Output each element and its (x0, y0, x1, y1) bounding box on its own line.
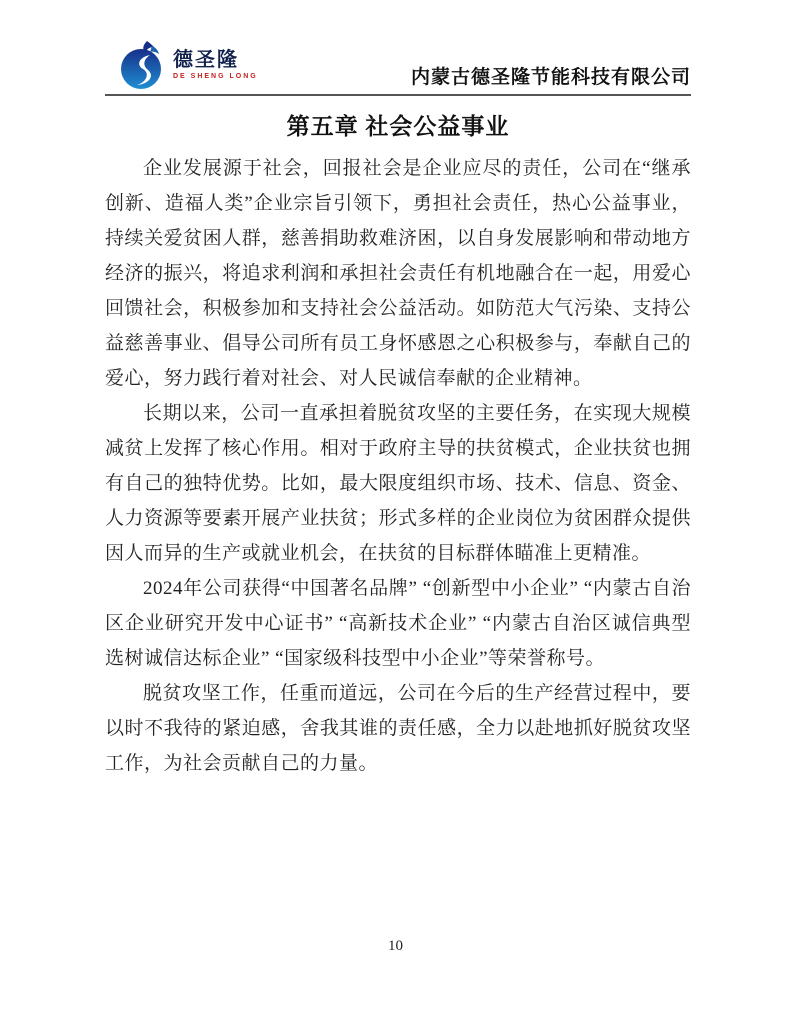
body-text (105, 151, 691, 781)
logo-name-chinese: 德圣隆 (173, 49, 239, 71)
page-header (105, 0, 691, 96)
paragraph-2: 长期以来，公司一直承担着脱贫攻坚的主要任务，在实现大规模减贫上发挥了核心作用。相对于政府主导的扶贫模式，企业扶贫也拥有自己的独特优势。比如，最大限度组织市场、技术、信息、资金、人力资源等要素开展产业扶贫；形式多样的企业岗位为贫困群众提供因人而异的生产或就业机会，在扶贫的目标群体瞄准上更精准。 (105, 403, 691, 564)
paragraph-3: 2024年公司获得“中国著名品牌” “创新型中小企业” “内蒙古自治区企业研究开发中心证书” “高新技术企业” “内蒙古自治区诚信典型选树诚信达标企业” “国家级科技型中小企业”等荣誉称号。 (105, 578, 691, 669)
company-name: 内蒙古德圣隆节能科技有限公司 (410, 67, 691, 88)
page-number: 10 (388, 938, 403, 954)
paragraph-1: 企业发展源于社会，回报社会是企业应尽的责任，公司在“继承创新、造福人类”企业宗旨引领下，勇担社会责任，热心公益事业，持续关爱贫困人群，慈善捐助救难济困，以自身发展影响和带动地方经济的振兴，将追求利润和承担社会责任有机地融合在一起，用爱心回馈社会，积极参加和支持社会公益活动。如防范大气污染、支持公益慈善事业、倡导公司所有员工身怀感恩之心积极参与，奉献自己的爱心，努力践行着对社会、对人民诚信奉献的企业精神。 (105, 158, 691, 389)
logo-name-english: DE SHENG LONG (173, 73, 258, 80)
dragon-logo-icon (117, 40, 167, 90)
logo-text (173, 50, 258, 80)
paragraph-4: 脱贫攻坚工作，任重而道远，公司在今后的生产经营过程中，要以时不我待的紧迫感，舍我其谁的责任感，全力以赴地抓好脱贫攻坚工作，为社会贡献自己的力量。 (105, 683, 691, 774)
chapter-title: 第五章 社会公益事业 (286, 114, 510, 139)
company-logo (117, 40, 258, 90)
page-content (105, 0, 691, 781)
